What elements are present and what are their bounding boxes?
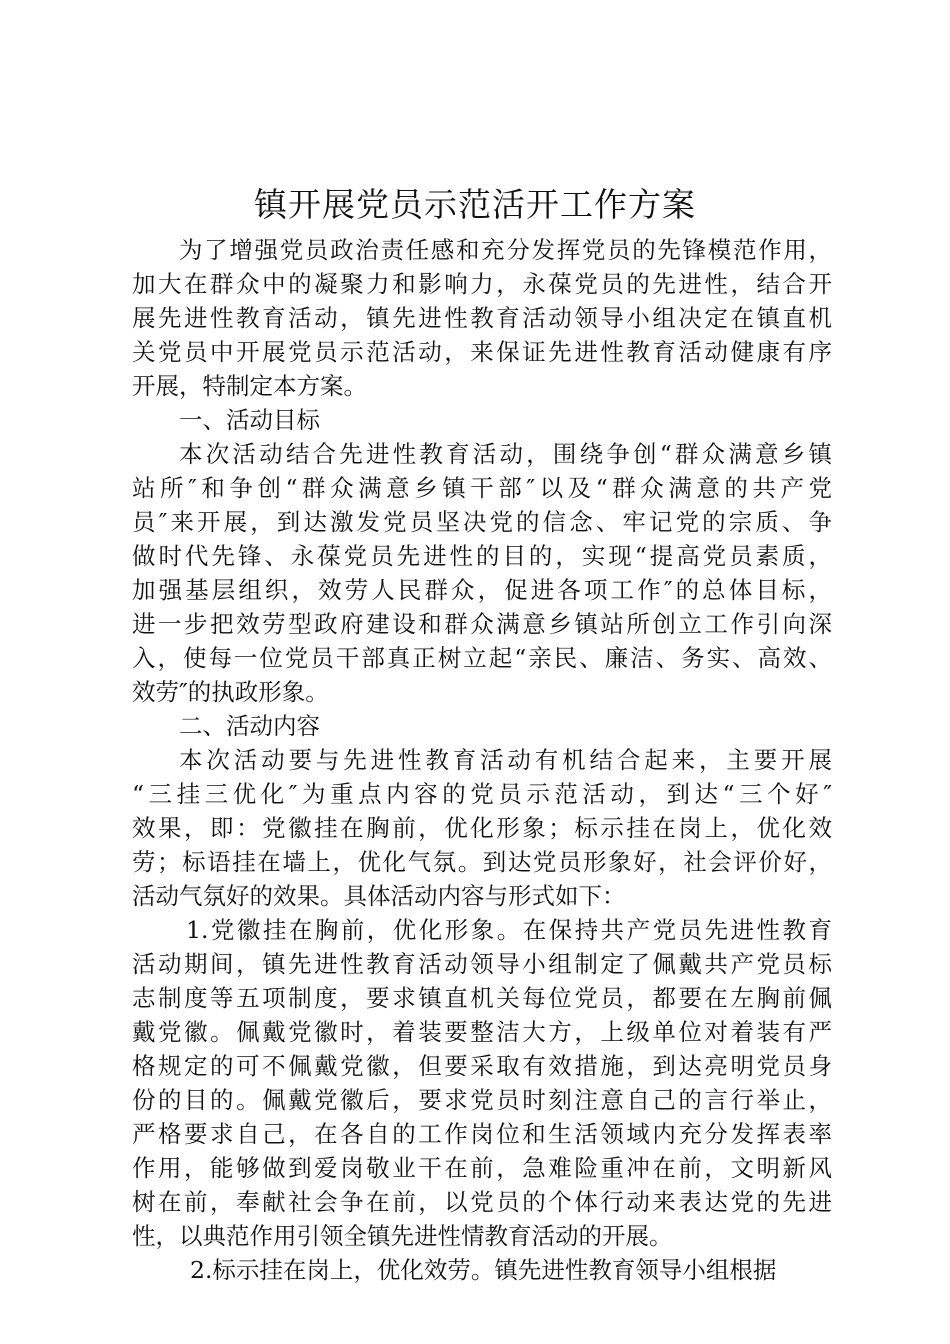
paragraph-line: 关党员中开展党员示范活动，来保证先进性教育活动健康有序 xyxy=(132,338,832,366)
paragraph-line: 树在前，奉献社会争在前，以党员的个体行动来表达党的先进 xyxy=(132,1188,832,1216)
paragraph-line: 二、活动内容 xyxy=(179,712,320,740)
paragraph xyxy=(132,709,832,743)
paragraph-line: 站所″和争创“群众满意乡镇干部″以及“群众满意的共产党 xyxy=(132,474,832,502)
paragraph-line: 作用，能够做到爱岗敬业干在前，急难险重冲在前，文明新风 xyxy=(132,1154,832,1182)
paragraph xyxy=(132,913,832,1253)
paragraph-line: 员″来开展，到达激发党员坚决党的信念、牢记党的宗质、争 xyxy=(132,508,832,536)
paragraph-line: 劳；标语挂在墙上，优化气氛。到达党员形象好，社会评价好， xyxy=(132,848,832,876)
paragraph-line: 本次活动要与先进性教育活动有机结合起来，主要开展 xyxy=(179,746,832,774)
paragraph-line: 为了增强党员政治责任感和充分发挥党员的先锋模范作用， xyxy=(179,236,832,264)
paragraph-line: 展先进性教育活动，镇先进性教育活动领导小组决定在镇直机 xyxy=(132,304,832,332)
paragraph-line: 做时代先锋、永葆党员先进性的目的，实现“提高党员素质， xyxy=(132,542,832,570)
paragraph-line: 戴党徽。佩戴党徽时，着装要整洁大方，上级单位对着装有严 xyxy=(132,1018,832,1046)
paragraph-line: 格规定的可不佩戴党徽，但要采取有效措施，到达亮明党员身 xyxy=(132,1052,832,1080)
document-title: 镇开展党员示范活开工作方案 xyxy=(254,185,696,224)
paragraph-line: 效果，即：党徽挂在胸前，优化形象；标示挂在岗上，优化效 xyxy=(132,814,832,842)
paragraph xyxy=(132,1253,832,1287)
paragraph-line: 本次活动结合先进性教育活动，围绕争创“群众满意乡镇 xyxy=(179,440,832,468)
paragraph xyxy=(132,403,832,437)
paragraph-line: 性，以典范作用引领全镇先进性情教育活动的开展。 xyxy=(132,1222,673,1250)
paragraph-line: 入，使每一位党员干部真正树立起“亲民、廉洁、务实、高效、 xyxy=(132,644,832,672)
paragraph-line: “三挂三优化″为重点内容的党员示范活动，到达“三个好″ xyxy=(132,780,832,808)
paragraph-line: 开展，特制定本方案。 xyxy=(132,372,367,400)
paragraph-line: 加大在群众中的凝聚力和影响力，永葆党员的先进性，结合开 xyxy=(132,270,832,298)
paragraph-line: 份的目的。佩戴党徽后，要求党员时刻注意自己的言行举止， xyxy=(132,1086,832,1114)
paragraph-line: 一、活动目标 xyxy=(179,406,320,434)
paragraph-line: 效劳″的执政形象。 xyxy=(132,678,329,706)
paragraph-line: 活动气氛好的效果。具体活动内容与形式如下： xyxy=(132,882,626,910)
paragraph-line: 2.标示挂在岗上，优化效劳。镇先进性教育领导小组根据 xyxy=(190,1256,777,1284)
paragraph-line: 志制度等五项制度，要求镇直机关每位党员，都要在左胸前佩 xyxy=(132,984,832,1012)
paragraph-line: 严格要求自己，在各自的工作岗位和生活领域内充分发挥表率 xyxy=(132,1120,832,1148)
paragraph xyxy=(132,233,832,403)
paragraph xyxy=(132,743,832,913)
paragraph xyxy=(132,437,832,709)
paragraph-line: 加强基层组织，效劳人民群众，促进各项工作″的总体目标， xyxy=(132,576,832,604)
paragraph-line: 1.党徽挂在胸前，优化形象。在保持共产党员先进性教育 xyxy=(186,916,832,944)
paragraph-line: 活动期间，镇先进性教育活动领导小组制定了佩戴共产党员标 xyxy=(132,950,832,978)
document-body xyxy=(132,233,832,1287)
paragraph-line: 进一步把效劳型政府建设和群众满意乡镇站所创立工作引向深 xyxy=(132,610,832,638)
